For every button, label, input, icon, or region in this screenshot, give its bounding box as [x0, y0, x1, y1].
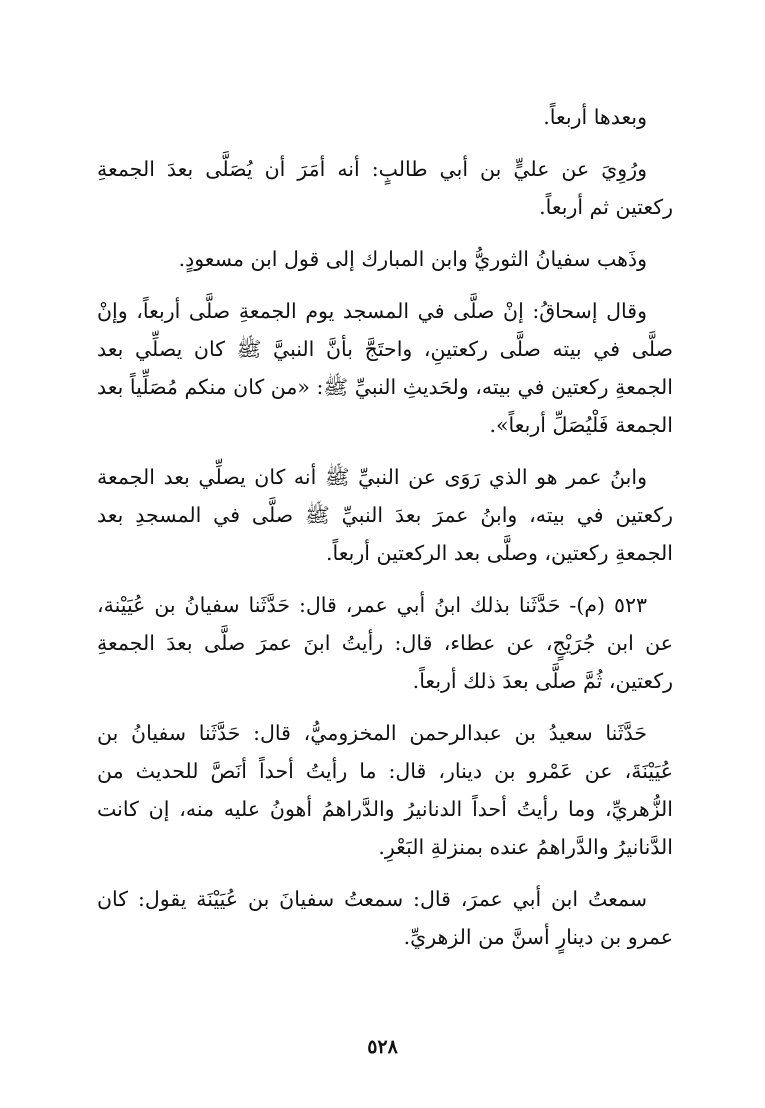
paragraph-hadith-523: ٥٢٣ (م)- حَدَّثَنا بذلك ابنُ أبي عمر، قال: حَدَّثَنا سفيانُ بن عُيَيْنة، عن ابن جُرَيْجٍ، عن عطاء، قال: رأيتُ ابنَ عمرَ صلَّى بعدَ الجمعةِ ركعتين، ثُمَّ صلَّى بعدَ ذلك أربعاً. [97, 593, 673, 693]
paragraph-said-narration: حَدَّثَنا سعيدُ بن عبدالرحمن المخزوميُّ، قال: حَدَّثَنا سفيانُ بن عُيَيْنَةَ، عن عَمْرو بن دينار، قال: ما رأيتُ أحداً أنَصَّ للحديث من الزُّهريِّ، وما رأيتُ أحداً الدنانيرُ والدَّراهمُ أهونُ عليه منه، إن كانت الدَّنانيرُ والدَّراهمُ عنده بمنزلةِ البَعْرِ. [97, 721, 673, 859]
paragraph-continuation: وبعدها أربعاً. [543, 105, 647, 129]
paragraph-ali-narration: ورُوِيَ عن عليٍّ بن أبي طالبٍ: أنه أمَرَ أن يُصَلَّى بعدَ الجمعةِ ركعتين ثم أربعاً. [97, 157, 673, 219]
paragraph-sufyan-opinion: وذَهب سفيانُ الثوريُّ وابن المبارك إلى قول ابن مسعودٍ. [178, 247, 647, 271]
paragraph-ibn-umar: وابنُ عمر هو الذي رَوَى عن النبيِّ ﷺ أنه كان يصلِّي بعد الجمعة ركعتين في بيته، وابنُ عمرَ بعدَ النبيِّ ﷺ صلَّى في المسجدِ بعد الجمعةِ ركعتين، وصلَّى بعد الركعتين أربعاً. [97, 465, 673, 565]
paragraph-ishaq-opinion: وقال إسحاقُ: إنْ صلَّى في المسجد يوم الجمعةِ صلَّى أربعاً، وإنْ صلَّى في بيته صلَّى ركعتينِ، واحتَجَّ بأنَّ النبيَّ ﷺ كان يصلِّي بعد الجمعةِ ركعتين في بيته، ولحَديثِ النبيِّ ﷺ: «من كان منكم مُصَلِّياً بعد الجمعة فَلْيُصَلِّ أربعاً». [97, 299, 673, 437]
body-text [97, 98, 673, 970]
page-number: ٥٢٨ [367, 1036, 398, 1058]
paragraph-sufyan-narration: سمعتُ ابن أبي عمرَ، قال: سمعتُ سفيانَ بن عُيَيْنَة يقول: كان عمرو بن دينارٍ أسنَّ من الزهريِّ. [97, 887, 673, 949]
